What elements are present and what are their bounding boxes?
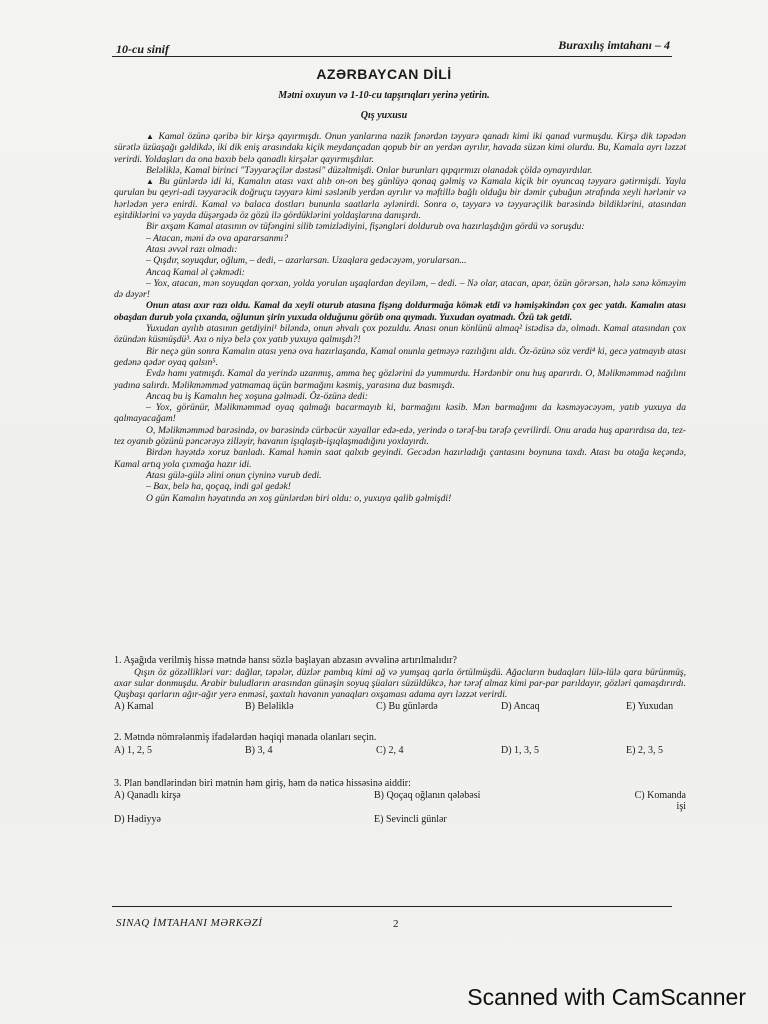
question-text: 2. Mətndə nömrələnmiş ifadələrdən həqiqi mənada olanları seçin. (114, 732, 377, 744)
option-e[interactable]: E) Yuxudan (626, 701, 674, 713)
option-a[interactable]: A) Kamal (114, 701, 154, 713)
page-number: 2 (393, 918, 399, 930)
option-d[interactable]: D) Ancaq (501, 701, 540, 713)
option-d[interactable]: D) 1, 3, 5 (501, 744, 540, 756)
paragraph: – Atacan, məni də ova apararsanmı? (146, 232, 289, 244)
paragraph: – Qışdır, soyuqdur, oğlum, – dedi, – azarlarsan. Uzaqlara gedəcəyəm, yorularsan... (146, 255, 467, 267)
grade-label: 10-cu sinif (116, 42, 170, 56)
answer-options (114, 745, 686, 757)
paragraph: Ancaq bu iş Kamalın heç xoşuna gəlmədi. Öz-özünə dedi: (146, 390, 368, 402)
answer-options (114, 790, 686, 826)
option-b[interactable]: B) Qoçaq oğlanın qələbəsi (374, 789, 481, 801)
option-b[interactable]: B) 3, 4 (245, 744, 273, 756)
option-b[interactable]: B) Beləliklə (245, 701, 294, 713)
instruction-text: Mətni oxuyun və 1-10-cu tapşırıqları yerinə yetirin. (278, 90, 490, 101)
story-text (114, 131, 686, 504)
option-c[interactable]: C) 2, 4 (376, 744, 404, 756)
paragraph: – Yox, görünür, Məlikməmməd oyaq qalmağı bacarmayıb ki, barmağını kəsib. Mən barmağımı da kəsməyəcəyəm, yatıb yuxuya da qalmayacağam! (114, 402, 686, 425)
question-passage: Qışın öz gözəllikləri var: dağlar, təpələr, düzlər pambıq kimi ağ və yumşaq qarla örtülmüşdü. Ağacların budaqları lülə-lülə qara bürünmüş, axar sular donmuşdu. Arabir buludların arasından günəşin soyuq şüaları süzüldükcə, hər tərəf almaz kimi par-par parıldayır, gözləri qamaşdırırdı. Quşbaşı qarların ağır-ağır yerə enməsi, şaxtalı havanın yanaqları oxşaması adama ayrı ləzzət verirdi. (114, 666, 686, 701)
question-text: 1. Aşağıda verilmiş hissə mətndə hansı sözlə başlayan abzasın əvvəlinə artırılmalıdır? (114, 655, 457, 666)
question-1 (114, 655, 686, 713)
paragraph-bold: Onun atası axır razı oldu. Kamal da xeyli oturub atasına fişəng doldurmağa kömək etdi və həmişəkindən çox gec yatdı. Kamalın atası obaşdan durub yola çıxanda, oğlunun şirin yuxuda olduğunu görüb ona qıymadı. Yuxudan oyatmadı. Özü tək getdi. (114, 300, 686, 323)
option-a[interactable]: A) Qanadlı kirşə (114, 789, 181, 801)
footer-center-name: SINAQ İMTAHANI MƏRKƏZİ (116, 917, 263, 929)
paragraph: Evdə hamı yatmışdı. Kamal da yerində uzanmış, amma heç gözlərini də yummurdu. Hərdənbir onu huş aparırdı. O, Məlikməmməd nağılını yadına salırdı. Məlikməmməd yatmamaq üçün barmağını kəsmiş, yarasına duz basmışdı. (114, 368, 686, 391)
paragraph: Ancaq Kamal əl çəkmədi: (146, 266, 245, 278)
answer-options (114, 701, 686, 713)
story-title: Qış yuxusu (360, 110, 408, 121)
option-d[interactable]: D) Hədiyyə (114, 814, 161, 826)
footer-divider (112, 906, 672, 907)
questions-section (114, 655, 686, 826)
paragraph: – Bax, belə ha, qoçaq, indi gəl gedək! (146, 481, 291, 493)
option-e[interactable]: E) 2, 3, 5 (626, 744, 663, 756)
triangle-marker-icon: ▲ (146, 177, 156, 187)
paragraph: Atası gülə-gülə əlini onun çiyninə vurub dedi. (146, 469, 322, 481)
paragraph: Atası əvvəl razı olmadı: (146, 243, 238, 255)
option-e[interactable]: E) Sevincli günlər (374, 814, 447, 826)
paragraph: Beləliklə, Kamal birinci "Təyyarəçilər dəstəsi" düzəltmişdi. Onlar burunları qıpqırmızı olanadək çöldə oynayırdılar. (146, 164, 593, 176)
paragraph: O, Məlikməmməd barəsində, ov barəsində cürbəcür xəyallar edə-edə, yerində o tərəf-bu tərəfə çevrilirdi. Onu arada huş aparırdısa da, tez-tez oyanıb gözünü pəncərəyə zilləyir, havanın işıqlaşıb-işıqlaşmadığını yoxlayırdı. (114, 424, 686, 448)
question-3 (114, 778, 686, 825)
option-c[interactable]: C) Bu günlərdə (376, 701, 438, 713)
scanner-watermark: Scanned with CamScanner (467, 984, 746, 1010)
question-text: 3. Plan bəndlərindən biri mətnin həm giriş, həm də nəticə hissəsinə aiddir: (114, 778, 411, 790)
question-2 (114, 732, 686, 756)
option-c[interactable]: C) Komanda işi (634, 789, 686, 813)
header-divider (112, 56, 672, 57)
paragraph: O gün Kamalın həyatında ən xoş günlərdən biri oldu: o, yuxuya qalib gəlmişdi! (146, 492, 452, 504)
paragraph: – Yox, atacan, mən soyuqdan qorxan, yolda yorulan uşaqlardan deyiləm, – dedi. – Nə olar, atacan, apar, özün görərsən, hələ sənə kömәyim də dəyər! (114, 277, 686, 301)
paragraph: ▲ Bu günlərdə idi ki, Kamalın atası vaxt alıb on-on beş günlüyə qonaq gəlmiş və Kamala kiçik bir oyuncaq təyyarə gətirmişdi. Yayla qurulan bu qeyri-adi təyyarəcik doğruçu təyyarə kimi səslənib yerdən ayrılır və məftillə bağlı olduğu bir dəmir çubuğun ətrafında xeyli hərlənir və hərlədən yerə enirdi. Kamal və balaca dostları bununla saatlarla əylənirdi. Sonra o, təyyarə və təyyarəçilik barəsində bildiklərini, atasından eşitdiklərini və yayda düşərgədə öz gözü ilə gördüklərini yoldaşlarına danışırdı. (114, 176, 687, 222)
page-header (108, 38, 670, 56)
paragraph: Bir axşam Kamal atasının ov tüfəngini silib təmizlədiyini, fişəngləri doldurub ova hazırlaşdığın gördü və soruşdu: (146, 221, 585, 233)
option-a[interactable]: A) 1, 2, 5 (114, 744, 153, 756)
paragraph: Yuxudan ayılıb atasının getdiyini¹ biləndə, onun əhvalı çox pozuldu. Anası onun könlünü almaq² istədisə də, olmadı. Kamal atasından çox özündən küsmüşdü³. Axı o niyə belə çox yatıb yuxuya qalmışdı?! (114, 323, 686, 346)
triangle-marker-icon: ▲ (146, 132, 155, 141)
paragraph: Bir neçə gün sonra Kamalın atası yenə ova hazırlaşanda, Kamal onunla getməyə razılığını aldı. Öz-özünə söz verdi⁴ ki, gecə yatmayıb atası gedənə qədər oyaq qalsın⁵. (114, 345, 686, 368)
page-title: AZƏRBAYCAN DİLİ (316, 66, 452, 82)
paragraph: Birdən həyətdə xoruz banladı. Kamal həmin saat qalxıb geyindi. Gecədən hazırladığı çantasını boynuna taxdı. Atası bu otağa keçəndə, Kamal artıq yola çıxmağa hazır idi. (114, 447, 686, 470)
exam-label: Buraxılış imtahanı – 4 (558, 38, 670, 52)
paragraph: ▲ Kamal özünə qəribə bir kirşə qayırmışdı. Onun yanlarına nazik fənərdən təyyarə qanadı kimi iki qanad vurmuşdu. Kirşə dik təpədən sürətlə üzüaşağı gəldikdə, iki dik eniş arasındakı kiçik meydançadan qopub bir an yerdən ayrılır, havada süzən kimi olurdu. Bu, Kamala ayrı ləzzət verirdi. Yoldaşları da ona baxıb belə qanadlı kirşələr qayırmışdılar. (114, 131, 686, 165)
